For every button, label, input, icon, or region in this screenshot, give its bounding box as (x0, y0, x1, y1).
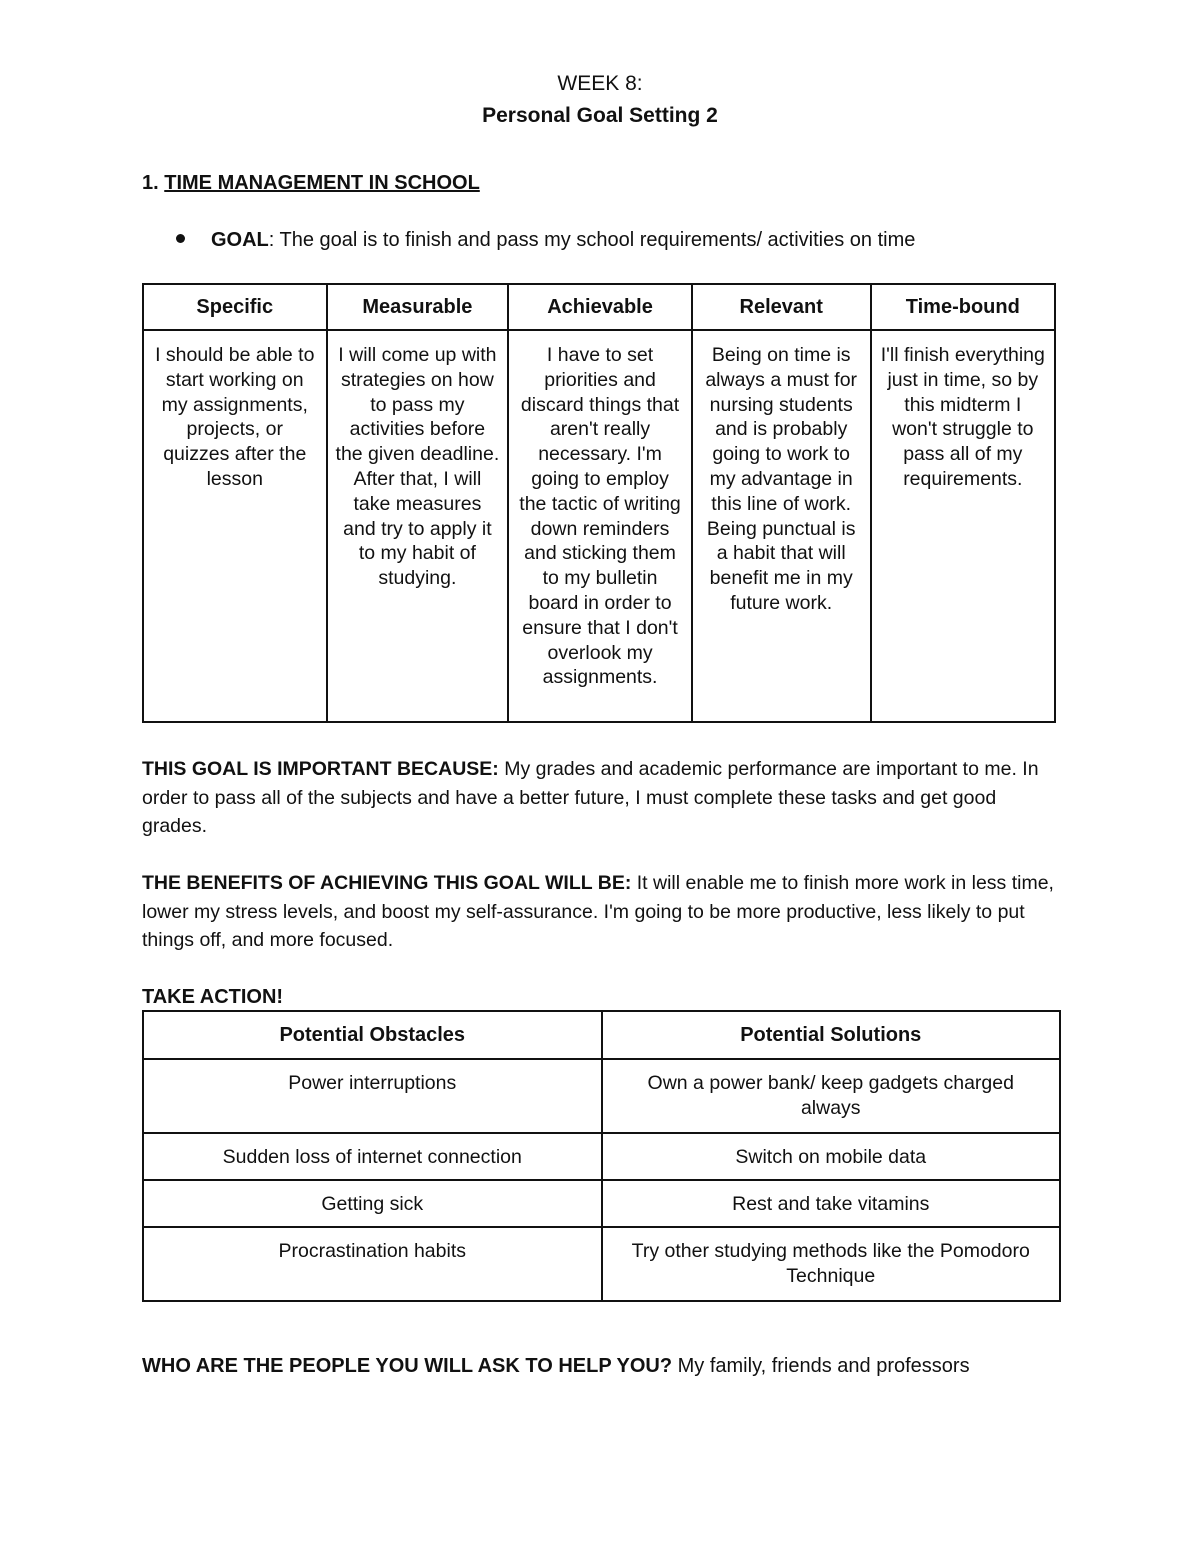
table-row (143, 1059, 1060, 1133)
table-header-row (143, 284, 1055, 330)
benefits-text: It will enable me to finish more work in less time, lower my stress levels, and boost my self-assurance. I'm going to be more productive, less likely to put things off, and more focused. (142, 872, 1054, 951)
goal-text: : The goal is to finish and pass my school requirements/ activities on time (268, 229, 916, 251)
importance-label: THIS GOAL IS IMPORTANT BECAUSE: (142, 758, 499, 780)
table-row (143, 1180, 1060, 1227)
solution-cell: Try other studying methods like the Pomodoro Technique (602, 1227, 1061, 1301)
cell-relevant: Being on time is always a must for nursing students and is probably going to work to my advantage in this line of work. Being punctual is a habit that will benefit me in my future work. (692, 330, 871, 722)
solution-cell: Switch on mobile data (602, 1133, 1061, 1180)
header-relevant: Relevant (692, 284, 871, 330)
obstacle-cell: Getting sick (143, 1180, 602, 1227)
benefits-paragraph (142, 869, 1057, 955)
importance-paragraph (142, 755, 1057, 841)
table-row (143, 1133, 1060, 1180)
helpers-label: WHO ARE THE PEOPLE YOU WILL ASK TO HELP YOU? (142, 1355, 673, 1377)
helpers-paragraph (142, 1353, 970, 1379)
header-solutions: Potential Solutions (602, 1011, 1061, 1059)
page-title: Personal Goal Setting 2 (482, 104, 718, 127)
table-row (143, 1227, 1060, 1301)
goal-label: GOAL (211, 229, 269, 251)
bullet-icon (176, 234, 185, 243)
goal-bullet (176, 228, 915, 252)
cell-measurable: I will come up with strategies on how to pass my activities before the given deadline. After that, I will take measures and try to apply it to my habit of studying. (327, 330, 509, 722)
section-title: TIME MANAGEMENT IN SCHOOL (164, 172, 480, 194)
obstacle-cell: Procrastination habits (143, 1227, 602, 1301)
benefits-label: THE BENEFITS OF ACHIEVING THIS GOAL WILL BE: (142, 872, 632, 894)
week-label: WEEK 8: (557, 72, 643, 95)
obstacles-solutions-table (142, 1010, 1061, 1302)
header-obstacles: Potential Obstacles (143, 1011, 602, 1059)
take-action-heading: TAKE ACTION! (142, 986, 284, 1008)
header-achievable: Achievable (508, 284, 692, 330)
cell-time-bound: I'll finish everything just in time, so by this midterm I won't struggle to pass all of my requirements. (871, 330, 1055, 722)
section-number: 1. (142, 172, 159, 194)
solution-cell: Own a power bank/ keep gadgets charged always (602, 1059, 1061, 1133)
importance-text: My grades and academic performance are important to me. In order to pass all of the subjects and have a better future, I must complete these tasks and get good grades. (142, 758, 1039, 837)
table-row (143, 330, 1055, 722)
header-specific: Specific (143, 284, 327, 330)
smart-goal-table (142, 283, 1056, 723)
section-heading (142, 171, 480, 195)
cell-specific: I should be able to start working on my assignments, projects, or quizzes after the lesson (143, 330, 327, 722)
table-header-row (143, 1011, 1060, 1059)
obstacle-cell: Power interruptions (143, 1059, 602, 1133)
header-time-bound: Time-bound (871, 284, 1055, 330)
cell-achievable: I have to set priorities and discard things that aren't really necessary. I'm going to employ the tactic of writing down reminders and sticking them to my bulletin board in order to ensure that I don't overlook my assignments. (508, 330, 692, 722)
obstacle-cell: Sudden loss of internet connection (143, 1133, 602, 1180)
solution-cell: Rest and take vitamins (602, 1180, 1061, 1227)
helpers-text: My family, friends and professors (672, 1355, 970, 1377)
header-measurable: Measurable (327, 284, 509, 330)
